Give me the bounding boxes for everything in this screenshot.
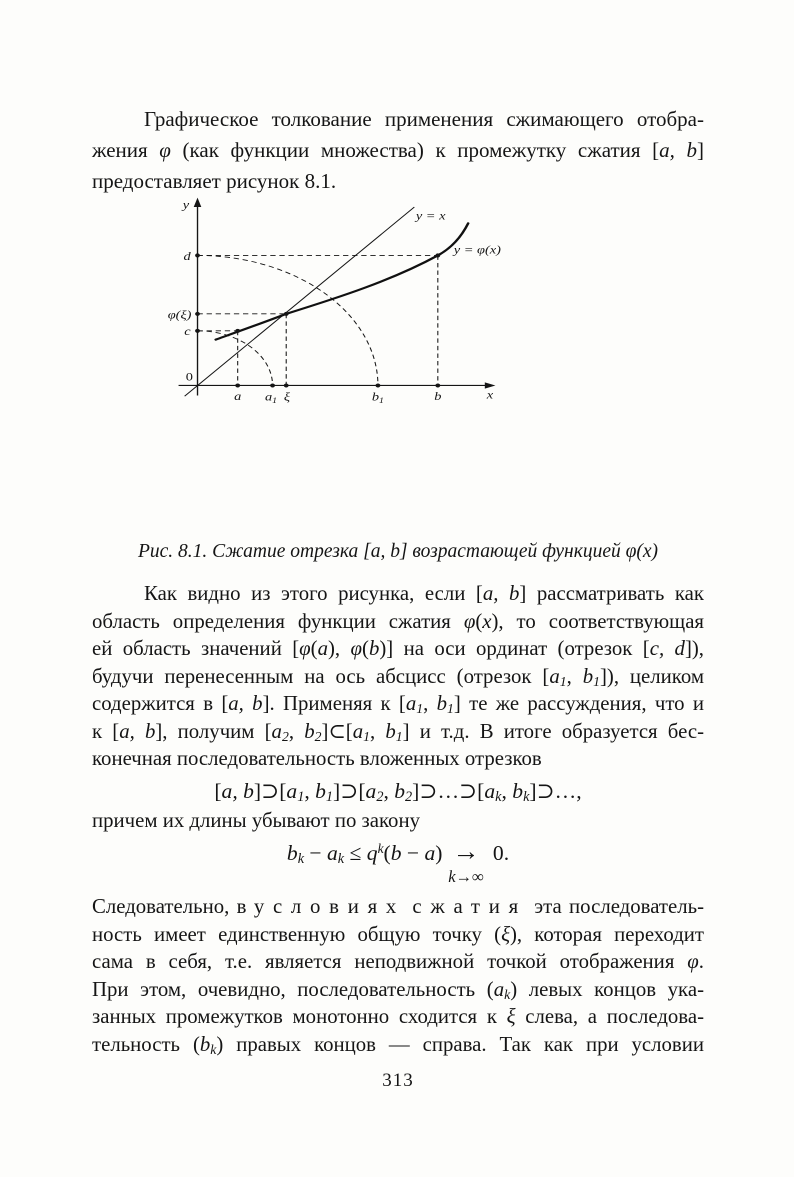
text-line: причем их длины убывают по закону — [92, 808, 420, 832]
a-label: a — [234, 389, 242, 403]
point-a — [235, 383, 240, 387]
point-b — [435, 383, 440, 387]
limit-arrow-icon: → — [452, 836, 480, 866]
xi-label: ξ — [283, 389, 291, 404]
page-number: 313 — [382, 1070, 414, 1091]
limit-condition: k→∞ — [448, 867, 484, 886]
text-line: сама в себя, т.е. является неподвижной точкой отображения φ. — [92, 950, 704, 973]
c-label: c — [184, 324, 191, 338]
projection-arc-large — [198, 255, 378, 385]
text-line: занных промежутков монотонно сходится к ξ слева, а последова- — [92, 1005, 704, 1028]
text-line: содержится в [a, b]. Применяя к [a1, b1] те же рассуждения, что и — [92, 692, 704, 717]
phixi-label: φ(ξ) — [167, 307, 192, 321]
b-label: b — [434, 389, 442, 403]
point-curve-b — [435, 253, 440, 257]
text-line: жения φ (как функции множества) к промежутку сжатия [a, b] — [92, 138, 704, 162]
y-axis-label: y — [182, 197, 190, 212]
phi-curve — [216, 223, 468, 339]
text-line: Как видно из этого рисунка, если [a, b] рассматривать как — [144, 582, 704, 605]
text-line: Графическое толкование применения сжимающего отобра- — [144, 107, 704, 131]
d-label: d — [183, 249, 191, 263]
formula-length-limit — [92, 836, 704, 886]
b1-label: $b_1$ — [371, 389, 385, 405]
text-line: При этом, очевидно, последовательность (ak) левых концов ука- — [92, 977, 705, 1002]
paragraph-conclusion — [92, 893, 704, 1058]
x-axis-label: x — [486, 387, 494, 402]
formula-lhs: bk − ak ≤ $q^k(b - a)$ — [286, 841, 443, 868]
limit-arrow-stack — [448, 836, 484, 886]
text-line: к [a, b], получим [a2, b2]⊂[a1, b1] и т.д. В итоге образуется бес- — [92, 719, 704, 744]
text-line: Следовательно, в условиях сжатия эта последователь- — [92, 895, 704, 918]
formula-nested-segments: [a, b]⊃[a1, b1]⊃[a2, b2]⊃…⊃[ak, bk]⊃…, — [214, 778, 582, 805]
point-phixi — [195, 312, 200, 316]
point-b1 — [376, 383, 381, 387]
point-xi — [284, 383, 289, 387]
point-curve-a — [235, 329, 240, 333]
identity-line — [185, 207, 415, 396]
figure-8-1 — [149, 197, 619, 530]
y-axis-arrow-icon — [194, 198, 202, 207]
projection-arc-small — [198, 331, 273, 386]
text-line: предоставляет рисунок 8.1. — [92, 169, 337, 193]
text-line: область определения функции сжатия φ(x), то соответствующая — [92, 609, 704, 633]
point-fixed — [284, 312, 289, 316]
text-line: ность имеет единственную общую точку (ξ), которая переходит — [92, 922, 704, 946]
identity-line-label: y = x — [415, 208, 446, 223]
text-line: ей область значений [φ(a), φ(b)] на оси ординат (отрезок [c, d]), — [92, 637, 704, 660]
paragraph-intro — [92, 104, 704, 197]
point-c — [195, 329, 200, 333]
text-line: тельность (bk) правых концов — справа. Так как при условии — [92, 1032, 704, 1057]
origin-label: 0 — [185, 369, 193, 384]
point-a1 — [270, 383, 275, 387]
formula-rhs: 0. — [487, 841, 510, 865]
text-line: будучи перенесенным на ось абсцисс (отрезок [a1, b1]), целиком — [92, 664, 704, 689]
curve-label: y = φ(x) — [453, 242, 501, 257]
point-d — [195, 253, 200, 257]
a1-label: $a_1$ — [264, 389, 278, 405]
text-line: конечная последовательность вложенных отрезков — [92, 747, 542, 770]
figure-caption: Рис. 8.1. Сжатие отрезка [a, b] возрастающей функцией φ(x) — [137, 541, 659, 562]
paragraph-main — [92, 580, 704, 773]
